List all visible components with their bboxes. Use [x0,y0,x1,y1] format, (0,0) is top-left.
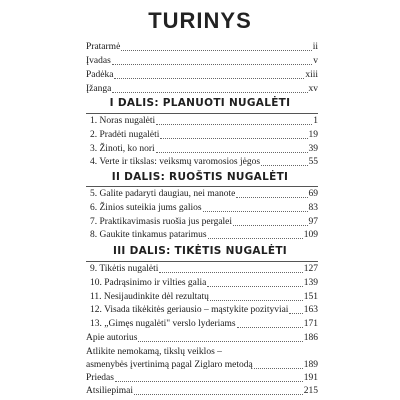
toc-entry-label: Įvadas [86,56,111,66]
dot-leader [233,225,307,226]
toc-entry-label: asmenybės įvertinimą pagal Ziglaro metodą [86,360,253,370]
part-1-rule [86,113,318,114]
toc-entry-ch-1 [90,115,318,127]
toc-entry-page: 171 [303,319,318,329]
toc-entry-page: 127 [303,264,318,274]
dot-leader [207,286,302,287]
dot-leader [254,368,303,369]
dot-leader [160,138,307,139]
toc-entry-label: 11. Nesijaudinkite dėl rezultatų [90,292,209,302]
dot-leader [138,341,302,342]
toc-entry-label: 3. Žinoti, ko nori [90,144,155,154]
toc-entry-label: Atsiliepimai [86,386,133,396]
toc-entry-label: 6. Žinios suteikia jums galios [90,203,202,213]
toc-entry-page: 109 [303,230,318,240]
part-2-heading: II DALIS: RUOŠTIS NUGALĖTI [111,171,289,183]
toc-entry-ch-10 [90,277,318,289]
dot-leader [289,313,302,314]
toc-entry-page: 55 [308,157,318,167]
toc-entry-ch-2 [90,129,318,141]
toc-entry-label: Pratarmė [86,42,121,52]
dot-leader [208,238,303,239]
toc-entry-label: 9. Tikėtis nugalėti [90,264,159,274]
dot-leader [159,272,302,273]
toc-entry-label: 7. Praktikavimasis ruošia jus pergalei [90,217,233,227]
toc-entry-ch-9 [90,263,318,275]
toc-entry-label: 1. Noras nugalėti [90,116,156,126]
toc-entry-label: 2. Pradėti nugalėti [90,130,160,140]
toc-title: TURINYS [148,8,252,33]
part-2-rule [86,186,318,187]
toc-entry-apie-autorius [86,332,318,344]
dot-leader [134,394,303,395]
toc-entry-page: 1 [313,116,318,126]
toc-entry-atlikite-line2 [86,359,318,371]
part-1-heading: I DALIS: PLANUOTI NUGALĖTI [109,97,291,109]
toc-entry-page: 97 [308,217,318,227]
part-3-heading: III DALIS: TIKĖTIS NUGALĖTI [113,245,287,257]
toc-entry-front-2 [86,55,318,67]
toc-entry-page: 83 [308,203,318,213]
toc-entry-page: 69 [308,189,318,199]
toc-entry-ch-13 [90,318,318,330]
toc-entry-ch-6 [90,202,318,214]
toc-entry-front-3 [86,69,318,81]
dot-leader [112,92,307,93]
toc-entry-page: 139 [303,278,318,288]
toc-entry-label: 4. Verte ir tikslas: veiksmų varomosios jėgos [90,157,261,167]
dot-leader [115,381,303,382]
toc-entry-page: v [313,56,318,66]
dot-leader [112,64,312,65]
toc-entry-label: 13. „Gimęs nugalėti" verslo lyderiams [90,319,236,329]
toc-entry-label: Priedas [86,373,114,383]
toc-entry-label: 10. Padrąsinimo ir vilties galia [90,278,207,288]
toc-entry-page: 186 [303,333,318,343]
toc-entry-atlikite-line1: Atlikite nemokamą, tikslų veiklos – [86,347,222,357]
toc-entry-page: 151 [303,292,318,302]
dot-leader [210,300,303,301]
toc-entry-ch-3 [90,143,318,155]
toc-entry-front-4 [86,83,318,95]
toc-entry-front-1 [86,41,318,53]
toc-entry-page: xiii [305,70,318,80]
toc-entry-ch-8 [90,229,318,241]
dot-leader [156,152,308,153]
toc-entry-page: 39 [308,144,318,154]
toc-entry-ch-11 [90,291,318,303]
toc-entry-label: 12. Visada tikėkitės geriausio – mąstykite pozityviai [90,305,289,315]
dot-leader [261,165,307,166]
toc-entry-label: 5. Galite padaryti daugiau, nei manote [90,189,236,199]
toc-entry-page: 189 [303,360,318,370]
dot-leader [121,50,311,51]
toc-entry-ch-12 [90,304,318,316]
dot-leader [237,327,303,328]
dot-leader [114,78,304,79]
toc-entry-page: 215 [303,386,318,396]
toc-entry-ch-4 [90,156,318,168]
toc-entry-label: 8. Gaukite tinkamus patarimus [90,230,207,240]
toc-entry-priedas [86,372,318,384]
dot-leader [203,211,308,212]
toc-entry-page: 19 [308,130,318,140]
toc-entry-ch-5 [90,188,318,200]
toc-entry-page: 191 [303,373,318,383]
dot-leader [236,197,307,198]
toc-entry-label: Padėka [86,70,114,80]
toc-entry-page: 163 [303,305,318,315]
dot-leader [156,124,312,125]
toc-entry-atsiliepimai [86,385,318,397]
toc-entry-label: Įžanga [86,84,112,94]
toc-entry-page: xv [308,84,318,94]
toc-entry-ch-7 [90,216,318,228]
toc-entry-label: Apie autorius [86,333,138,343]
toc-entry-page: ii [312,42,318,52]
part-3-rule [86,261,318,262]
